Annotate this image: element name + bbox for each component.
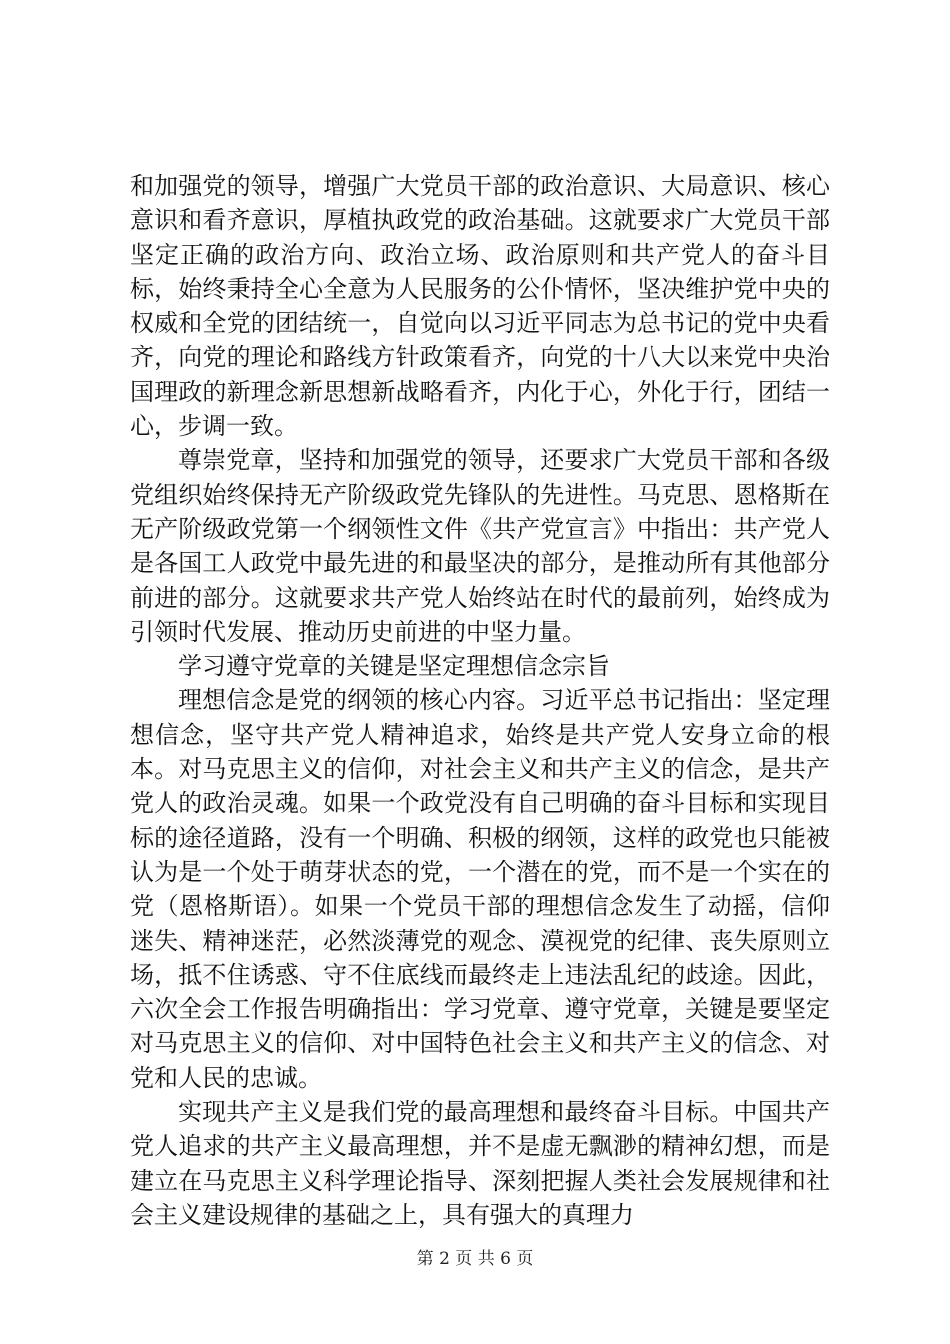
- paragraph-2: 尊崇党章，坚持和加强党的领导，还要求广大党员干部和各级党组织始终保持无产阶级政党先锋队的先进性。马克思、恩格斯在无产阶级政党第一个纲领性文件《共产党宣言》中指出：共产党人是各国工人政党中最先进的和最坚决的部分，是推动所有其他部分前进的部分。这就要求共产党人始终站在时代的最前列，始终成为引领时代发展、推动历史前进的中坚力量。: [130, 446, 830, 646]
- page-footer: 第 2 页 共 6 页: [416, 1249, 534, 1269]
- section-heading: 学习遵守党章的关键是坚定理想信念宗旨: [178, 652, 610, 681]
- paragraph-3: 理想信念是党的纲领的核心内容。习近平总书记指出：坚定理想信念，坚守共产党人精神追求，始终是共产党人安身立命的根本。对马克思主义的信仰，对社会主义和共产主义的信念，是共产党人的政治灵魂。如果一个政党没有自己明确的奋斗目标和实现目标的途径道路，没有一个明确、积极的纲领，这样的政党也只能被认为是一个处于萌芽状态的党，一个潜在的党，而不是一个实在的党（恩格斯语）。如果一个党员干部的理想信念发生了动摇，信仰迷失、精神迷茫，必然淡薄党的观念、漠视党的纪律、丧失原则立场，抵不住诱惑、守不住底线而最终走上违法乱纪的歧途。因此，六次全会工作报告明确指出：学习党章、遵守党章，关键是要坚定对马克思主义的信仰、对中国特色社会主义和共产主义的信念、对党和人民的忠诚。: [130, 686, 830, 1092]
- document-body: [130, 169, 830, 1232]
- paragraph-1: 和加强党的领导，增强广大党员干部的政治意识、大局意识、核心意识和看齐意识，厚植执政党的政治基础。这就要求广大党员干部坚定正确的政治方向、政治立场、政治原则和共产党人的奋斗目标，始终秉持全心全意为人民服务的公仆情怀，坚决维护党中央的权威和全党的团结统一，自觉向以习近平同志为总书记的党中央看齐，向党的理论和路线方针政策看齐，向党的十八大以来党中央治国理政的新理念新思想新战略看齐，内化于心，外化于行，团结一心，步调一致。: [130, 172, 830, 441]
- paragraph-4: 实现共产主义是我们党的最高理想和最终奋斗目标。中国共产党人追求的共产主义最高理想，并不是虚无飘渺的精神幻想，而是建立在马克思主义科学理论指导、深刻把握人类社会发展规律和社会主义建设规律的基础之上，具有强大的真理力: [130, 1098, 830, 1229]
